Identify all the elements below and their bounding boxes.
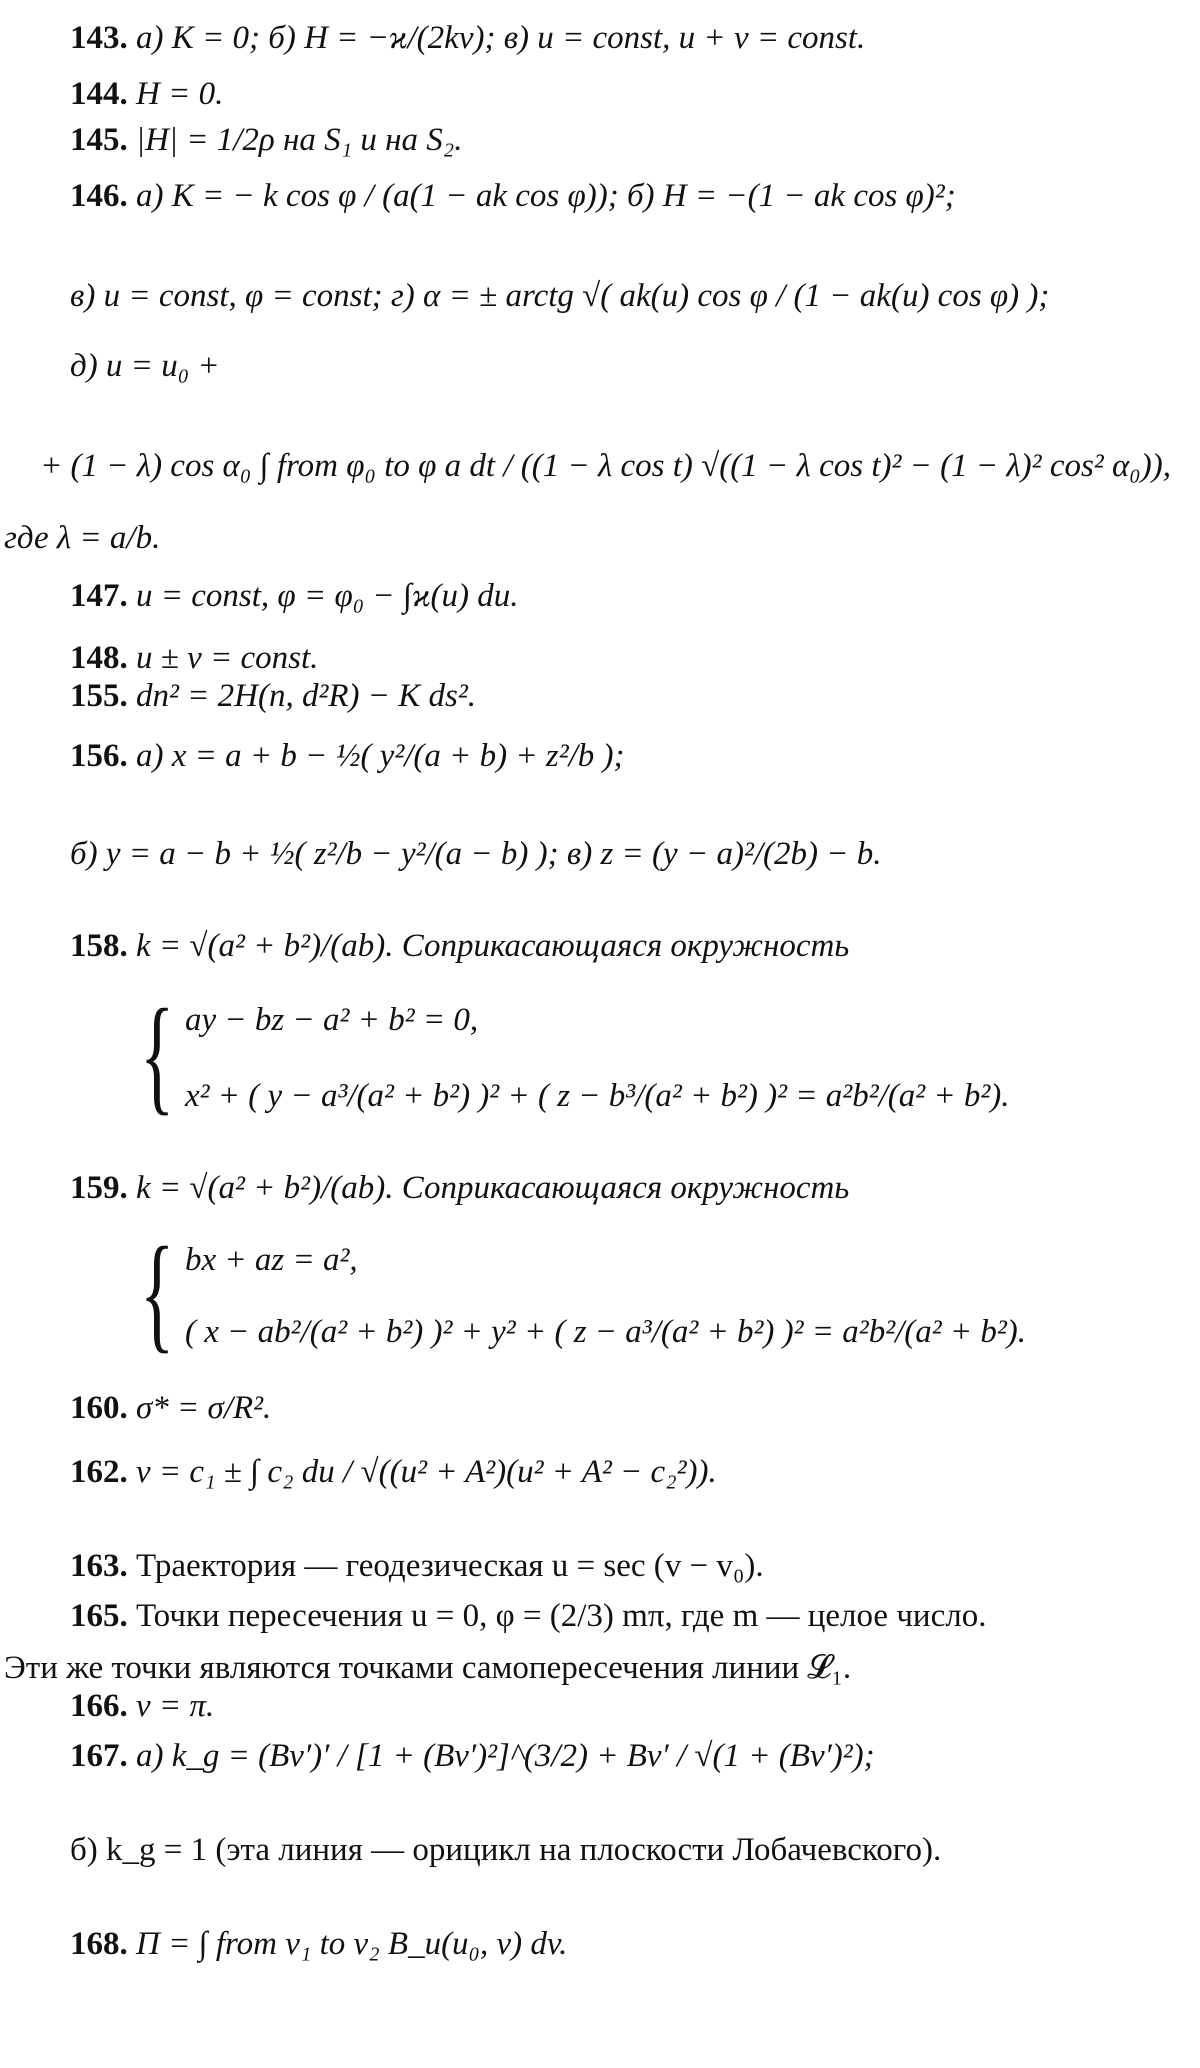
answer-text: σ* = σ/R².: [136, 1390, 272, 1426]
answer-163: [70, 1550, 764, 1583]
answer-147: [70, 580, 519, 613]
answer-146-note: [4, 522, 160, 555]
answer-text: б) k_g = 1 (эта линия — орицикл на плоскости Лобачевского).: [70, 1832, 942, 1868]
answer-text: в) u = const, φ = const; г) α = ± arctg √( ak(u) cos φ / (1 − ak(u) cos φ) );: [70, 278, 1050, 314]
answer-number: 165.: [70, 1598, 128, 1634]
answer-text: |H| = 1/2ρ на S₁ и на S₂.: [136, 122, 463, 158]
answer-160: [70, 1392, 271, 1425]
answer-text: ( x − ab²/(a² + b²) )² + y² + ( z − a³/(a² + b²) )² = a²b²/(a² + b²).: [185, 1314, 1027, 1350]
answer-167-b: [70, 1834, 941, 1867]
answer-text: k = √(a² + b²)/(ab). Соприкасающаяся окружность: [136, 1170, 850, 1206]
answer-text: где λ = a/b.: [4, 520, 161, 556]
answer-text: u = const, φ = φ₀ − ∫ϰ(u) du.: [136, 578, 519, 614]
answer-165-cont: [4, 1652, 851, 1685]
answer-162: [70, 1456, 717, 1489]
answer-text: а) k_g = (Bv′)′ / [1 + (Bv′)²]^(3/2) + Bv′ / √(1 + (Bv′)²);: [136, 1738, 875, 1774]
answer-number: 166.: [70, 1688, 128, 1724]
answer-text: + (1 − λ) cos α₀ ∫ from φ₀ to φ a dt / ((1 − λ cos t) √((1 − λ cos t)² − (1 − λ)² cos² α₀)),: [40, 448, 1171, 484]
answer-text: Траектория — геодезическая u = sec (v − v₀).: [136, 1548, 764, 1584]
answer-158-eq2: [185, 1080, 1010, 1113]
answer-145: [70, 124, 462, 157]
answer-text: д) u = u₀ +: [70, 348, 220, 384]
answer-text: Π = ∫ from v₁ to v₂ B_u(u₀, v) dv.: [136, 1926, 568, 1962]
answer-144: [70, 78, 223, 111]
answer-number: 147.: [70, 578, 128, 614]
answer-text: а) K = 0; б) H = −ϰ/(2kv); в) u = const, u + v = const.: [136, 20, 866, 56]
answer-159-eq1: [185, 1244, 358, 1277]
system-brace-icon: {: [140, 1221, 175, 1365]
answer-168: [70, 1928, 567, 1961]
answer-text: а) K = − k cos φ / (a(1 − ak cos φ)); б) H = −(1 − ak cos φ)²;: [136, 178, 956, 214]
answer-number: 155.: [70, 678, 128, 714]
answer-text: ay − bz − a² + b² = 0,: [185, 1002, 479, 1038]
answer-text: Эти же точки являются точками самопересечения линии 𝓛₁.: [4, 1650, 852, 1686]
answer-146-d: [70, 350, 220, 383]
answer-text: б) y = a − b + ½( z²/b − y²/(a − b) ); в) z = (y − a)²/(2b) − b.: [70, 836, 882, 872]
answer-number: 158.: [70, 928, 128, 964]
answer-text: k = √(a² + b²)/(ab). Соприкасающаяся окружность: [136, 928, 850, 964]
system-brace-icon: {: [140, 983, 175, 1127]
answer-number: 163.: [70, 1548, 128, 1584]
answer-text: H = 0.: [136, 76, 224, 112]
answer-166: [70, 1690, 214, 1723]
answer-number: 167.: [70, 1738, 128, 1774]
answer-text: а) x = a + b − ½( y²/(a + b) + z²/b );: [136, 738, 625, 774]
answer-number: 143.: [70, 20, 128, 56]
answer-143: [70, 22, 865, 55]
answer-number: 159.: [70, 1170, 128, 1206]
answer-146-d-integral: [40, 450, 1171, 483]
answer-148: [70, 642, 318, 675]
answer-167: [70, 1740, 875, 1773]
answer-number: 144.: [70, 76, 128, 112]
answer-text: v = π.: [136, 1688, 215, 1724]
answer-156: [70, 740, 625, 773]
answer-text: bx + az = a²,: [185, 1242, 358, 1278]
answer-text: x² + ( y − a³/(a² + b²) )² + ( z − b³/(a² + b²) )² = a²b²/(a² + b²).: [185, 1078, 1010, 1114]
answer-text: v = c₁ ± ∫ c₂ du / √((u² + A²)(u² + A² − c₂²)).: [136, 1454, 717, 1490]
answer-number: 148.: [70, 640, 128, 676]
answer-165: [70, 1600, 986, 1633]
answer-158: [70, 930, 849, 963]
answer-number: 146.: [70, 178, 128, 214]
answer-146-v-g: [70, 280, 1049, 313]
answer-158-eq1: [185, 1004, 478, 1037]
answer-text: Точки пересечения u = 0, φ = (2/3) mπ, где m — целое число.: [136, 1598, 987, 1634]
answer-text: u ± v = const.: [136, 640, 319, 676]
answer-number: 168.: [70, 1926, 128, 1962]
answer-number: 160.: [70, 1390, 128, 1426]
answer-156-b-v: [70, 838, 882, 871]
answer-146: [70, 180, 956, 213]
answer-number: 162.: [70, 1454, 128, 1490]
answer-text: dn² = 2H(n, d²R) − K ds².: [136, 678, 477, 714]
answer-number: 145.: [70, 122, 128, 158]
answer-number: 156.: [70, 738, 128, 774]
answer-159-eq2: [185, 1316, 1026, 1349]
answer-155: [70, 680, 476, 713]
answer-159: [70, 1172, 849, 1205]
